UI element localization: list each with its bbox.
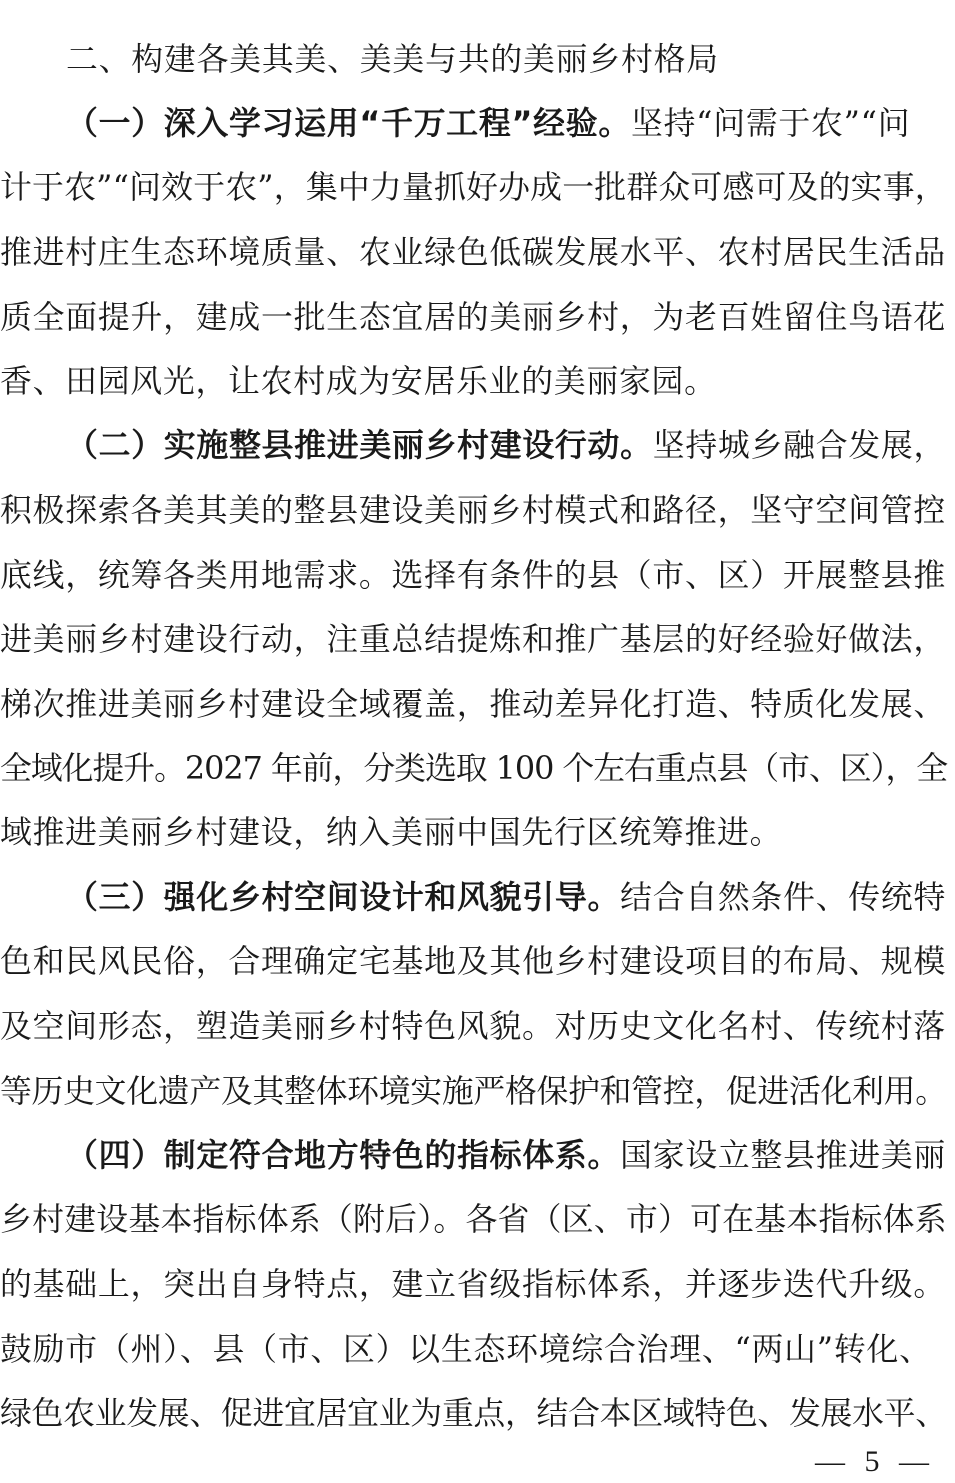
paragraph-4-line-1 (0, 1134, 955, 1176)
paragraph-2-line-1 (0, 424, 955, 466)
paragraph-4-line-5: 绿色农业发展、促进宜居宜业为重点，结合本区域特色、发展水平、 (0, 1394, 947, 1432)
paragraph-2-line-4: 进美丽乡村建设行动，注重总结提炼和推广基层的好经验好做法， (0, 620, 947, 658)
paragraph-4-heading: （四）制定符合地方特色的指标体系。 (66, 1136, 621, 1174)
paragraph-4-text: 国家设立整县推进美丽 (620, 1136, 947, 1174)
paragraph-4-line-4: 鼓励市（州）、县（市、区）以生态环境综合治理、“两山”转化、 (0, 1330, 932, 1368)
paragraph-3-line-3: 及空间形态，塑造美丽乡村特色风貌。对历史文化名村、传统村落 (0, 1007, 947, 1045)
paragraph-2-heading: （二）实施整县推进美丽乡村建设行动。 (66, 426, 653, 464)
paragraph-3-text: 结合自然条件、传统特 (620, 878, 947, 916)
page-number: — 5 — (815, 1445, 935, 1478)
paragraph-3-line-4: 等历史文化遗产及其整体环境实施严格保护和管控，促进活化利用。 (0, 1072, 947, 1110)
paragraph-3-heading: （三）强化乡村空间设计和风貌引导。 (66, 878, 621, 916)
section-title: 二、构建各美其美、美美与共的美丽乡村格局 (66, 40, 719, 78)
paragraph-3-line-1 (0, 876, 955, 918)
paragraph-2-line-7: 域推进美丽乡村建设，纳入美丽中国先行区统筹推进。 (0, 813, 783, 851)
paragraph-1-line-1 (0, 102, 955, 144)
paragraph-2-line-2: 积极探索各美其美的整县建设美丽乡村模式和路径，坚守空间管控 (0, 491, 947, 529)
paragraph-1-line-4: 质全面提升，建成一批生态宜居的美丽乡村，为老百姓留住鸟语花 (0, 298, 947, 336)
paragraph-2-line-3: 底线，统筹各类用地需求。选择有条件的县（市、区）开展整县推 (0, 556, 947, 594)
paragraph-4-line-2: 乡村建设基本指标体系（附后）。各省（区、市）可在基本指标体系 (0, 1200, 947, 1238)
paragraph-1-line-3: 推进村庄生态环境质量、农业绿色低碳发展水平、农村居民生活品 (0, 233, 947, 271)
paragraph-2-line-5: 梯次推进美丽乡村建设全域覆盖，推动差异化打造、特质化发展、 (0, 685, 947, 723)
paragraph-1-line-2: 计于农”“问效于农”，集中力量抓好办成一批群众可感可及的实事， (0, 168, 947, 206)
paragraph-1-line-5: 香、田园风光，让农村成为安居乐业的美丽家园。 (0, 362, 717, 400)
paragraph-2-text: 坚持城乡融合发展， (652, 426, 947, 464)
paragraph-4-line-3: 的基础上，突出自身特点，建立省级指标体系，并逐步迭代升级。 (0, 1265, 947, 1303)
paragraph-1-heading: （一）深入学习运用“千万工程”经验。 (66, 104, 631, 142)
paragraph-3-line-2: 色和民风民俗，合理确定宅基地及其他乡村建设项目的布局、规模 (0, 942, 947, 980)
paragraph-1-text: 坚持“问需于农”“问 (630, 104, 911, 142)
paragraph-2-line-6: 全域化提升。2027 年前，分类选取 100 个左右重点县（市、区），全 (0, 749, 948, 787)
